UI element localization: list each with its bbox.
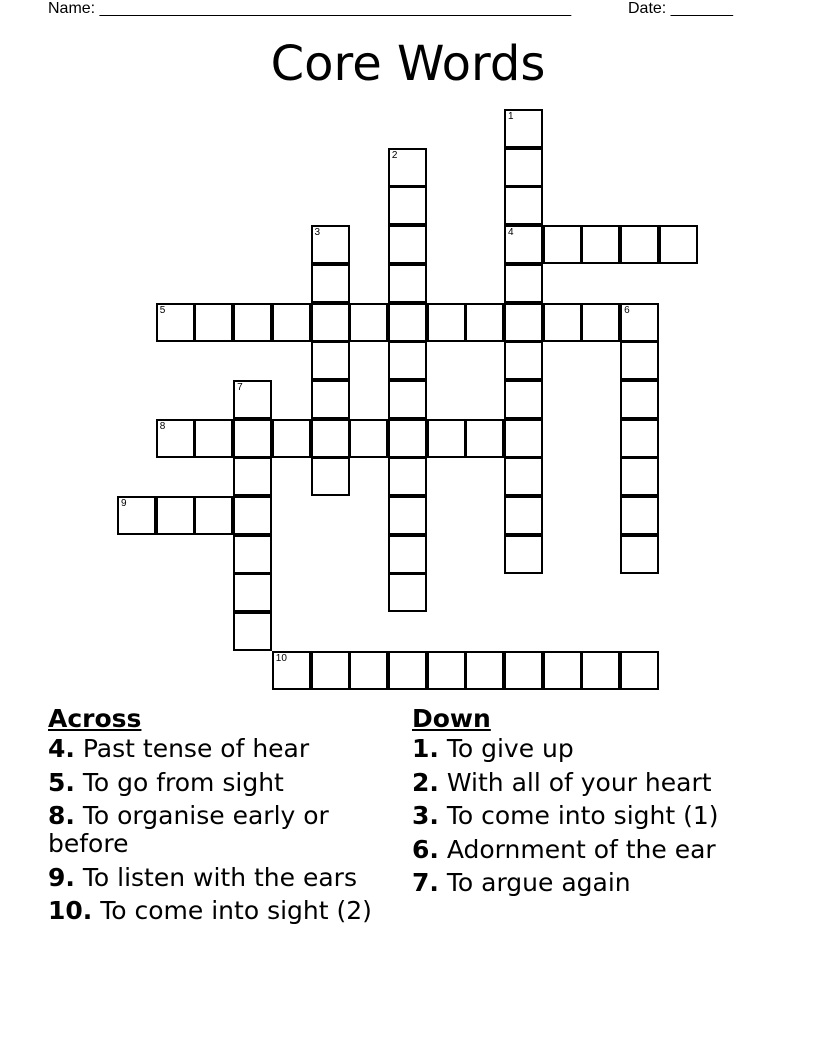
grid-cell[interactable] [465,651,504,690]
grid-cell[interactable] [504,457,543,496]
grid-cell[interactable] [427,303,466,342]
grid-cell[interactable] [233,612,272,651]
grid-cell[interactable] [388,457,427,496]
clue-number-label: 5 [159,304,166,316]
clue-number: 3. [412,801,439,830]
grid-cell[interactable] [349,419,388,458]
grid-cell[interactable] [504,225,543,264]
clue-text: To give up [438,734,574,763]
grid-cell[interactable] [311,651,350,690]
grid-cell[interactable] [504,419,543,458]
grid-cell[interactable] [620,303,659,342]
grid-cell[interactable] [311,380,350,419]
clue-number-label: 10 [275,652,287,664]
clue-item [48,769,388,803]
down-heading: Down [412,704,491,733]
grid-cell[interactable] [194,303,233,342]
grid-cell[interactable] [388,496,427,535]
grid-cell[interactable] [233,573,272,612]
clue-text: With all of your heart [438,767,712,797]
clue-item [48,897,388,931]
clue-text: To come into sight (1) [438,801,719,830]
grid-cell[interactable] [156,496,195,535]
grid-cell[interactable] [427,419,466,458]
clue-number-label: 8 [159,420,166,432]
grid-cell[interactable] [388,380,427,419]
grid-cell[interactable] [311,341,350,380]
clue-text: To organise early or before [48,801,329,858]
clue-item [412,836,772,870]
grid-cell[interactable] [311,264,350,303]
clue-number-label: 1 [508,111,514,122]
grid-cell[interactable] [388,148,427,187]
grid-cell[interactable] [504,186,543,225]
clue-number: 5. [48,767,75,797]
across-clue-list [48,735,388,931]
grid-cell[interactable] [388,186,427,225]
clue-text: To go from sight [74,767,284,797]
clue-text: Past tense of hear [74,734,310,763]
clue-item [412,802,772,836]
clue-text: To argue again [438,868,631,897]
clue-item [412,869,772,903]
clue-number-label: 9 [121,498,127,509]
grid-cell[interactable] [504,496,543,535]
grid-cell[interactable] [388,573,427,612]
grid-cell[interactable] [388,419,427,458]
grid-cell[interactable] [233,380,272,419]
grid-cell[interactable] [504,535,543,574]
grid-cell[interactable] [427,651,466,690]
grid-cell[interactable] [194,496,233,535]
clue-text: To come into sight (2) [92,896,372,925]
grid-cell[interactable] [311,457,350,496]
grid-cell[interactable] [349,303,388,342]
clue-number: 4. [48,734,75,763]
grid-cell[interactable] [233,535,272,574]
grid-cell[interactable] [620,225,659,264]
grid-cell[interactable] [465,419,504,458]
clue-number: 9. [48,862,75,892]
grid-cell[interactable] [233,496,272,535]
across-heading: Across [48,704,142,733]
grid-cell[interactable] [233,303,272,342]
grid-cell[interactable] [465,303,504,342]
clue-item [48,864,388,898]
grid-cell[interactable] [272,651,311,690]
grid-cell[interactable] [581,651,620,690]
across-clues [48,702,388,931]
grid-cell[interactable] [543,303,582,342]
clue-item [412,735,772,769]
grid-cell[interactable] [504,303,543,342]
clue-item [48,735,388,769]
clue-number: 2. [412,767,439,797]
grid-cell[interactable] [581,303,620,342]
clue-number-label: 7 [237,381,243,393]
clue-number: 8. [48,801,75,830]
grid-cell[interactable] [620,457,659,496]
clue-text: To listen with the ears [74,862,357,892]
grid-cell[interactable] [272,419,311,458]
grid-cell[interactable] [620,380,659,419]
grid-cell[interactable] [311,303,350,342]
down-clues [412,702,772,903]
grid-cell[interactable] [504,148,543,187]
grid-cell[interactable] [156,419,195,458]
clue-item [412,769,772,803]
clue-number: 6. [412,834,439,864]
name-field[interactable]: Name: _____________________________________________________ [48,0,572,17]
grid-cell[interactable] [620,419,659,458]
grid-cell[interactable] [388,535,427,574]
grid-cell[interactable] [233,419,272,458]
grid-cell[interactable] [620,651,659,690]
grid-cell[interactable] [233,457,272,496]
clue-number: 7. [412,868,439,897]
grid-cell[interactable] [620,535,659,574]
grid-cell[interactable] [543,225,582,264]
clue-number-label: 3 [314,227,321,239]
grid-cell[interactable] [194,419,233,458]
grid-cell[interactable] [504,380,543,419]
down-clue-list [412,735,772,903]
grid-cell[interactable] [117,496,156,535]
clue-number: 10. [48,896,93,925]
grid-cell[interactable] [659,225,698,264]
grid-cell[interactable] [349,651,388,690]
grid-cell[interactable] [388,225,427,264]
grid-cell[interactable] [543,651,582,690]
page-title: Core Words [270,36,546,92]
grid-cell[interactable] [620,341,659,380]
grid-cell[interactable] [504,109,543,148]
clue-number-label: 6 [624,304,630,316]
clue-number-label: 2 [391,149,398,161]
clue-item [48,802,388,864]
grid-cell[interactable] [581,225,620,264]
clue-text: Adornment of the ear [438,834,716,864]
grid-cell[interactable] [272,303,311,342]
grid-cell[interactable] [388,303,427,342]
grid-cell[interactable] [156,303,195,342]
grid-cell[interactable] [504,341,543,380]
grid-cell[interactable] [311,225,350,264]
grid-cell[interactable] [504,264,543,303]
grid-cell[interactable] [504,651,543,690]
date-field[interactable]: Date: _______ [628,0,733,17]
grid-cell[interactable] [388,341,427,380]
clue-number-label: 4 [508,227,514,239]
grid-cell[interactable] [311,419,350,458]
grid-cell[interactable] [620,496,659,535]
clue-number: 1. [412,734,439,763]
grid-cell[interactable] [388,651,427,690]
grid-cell[interactable] [388,264,427,303]
